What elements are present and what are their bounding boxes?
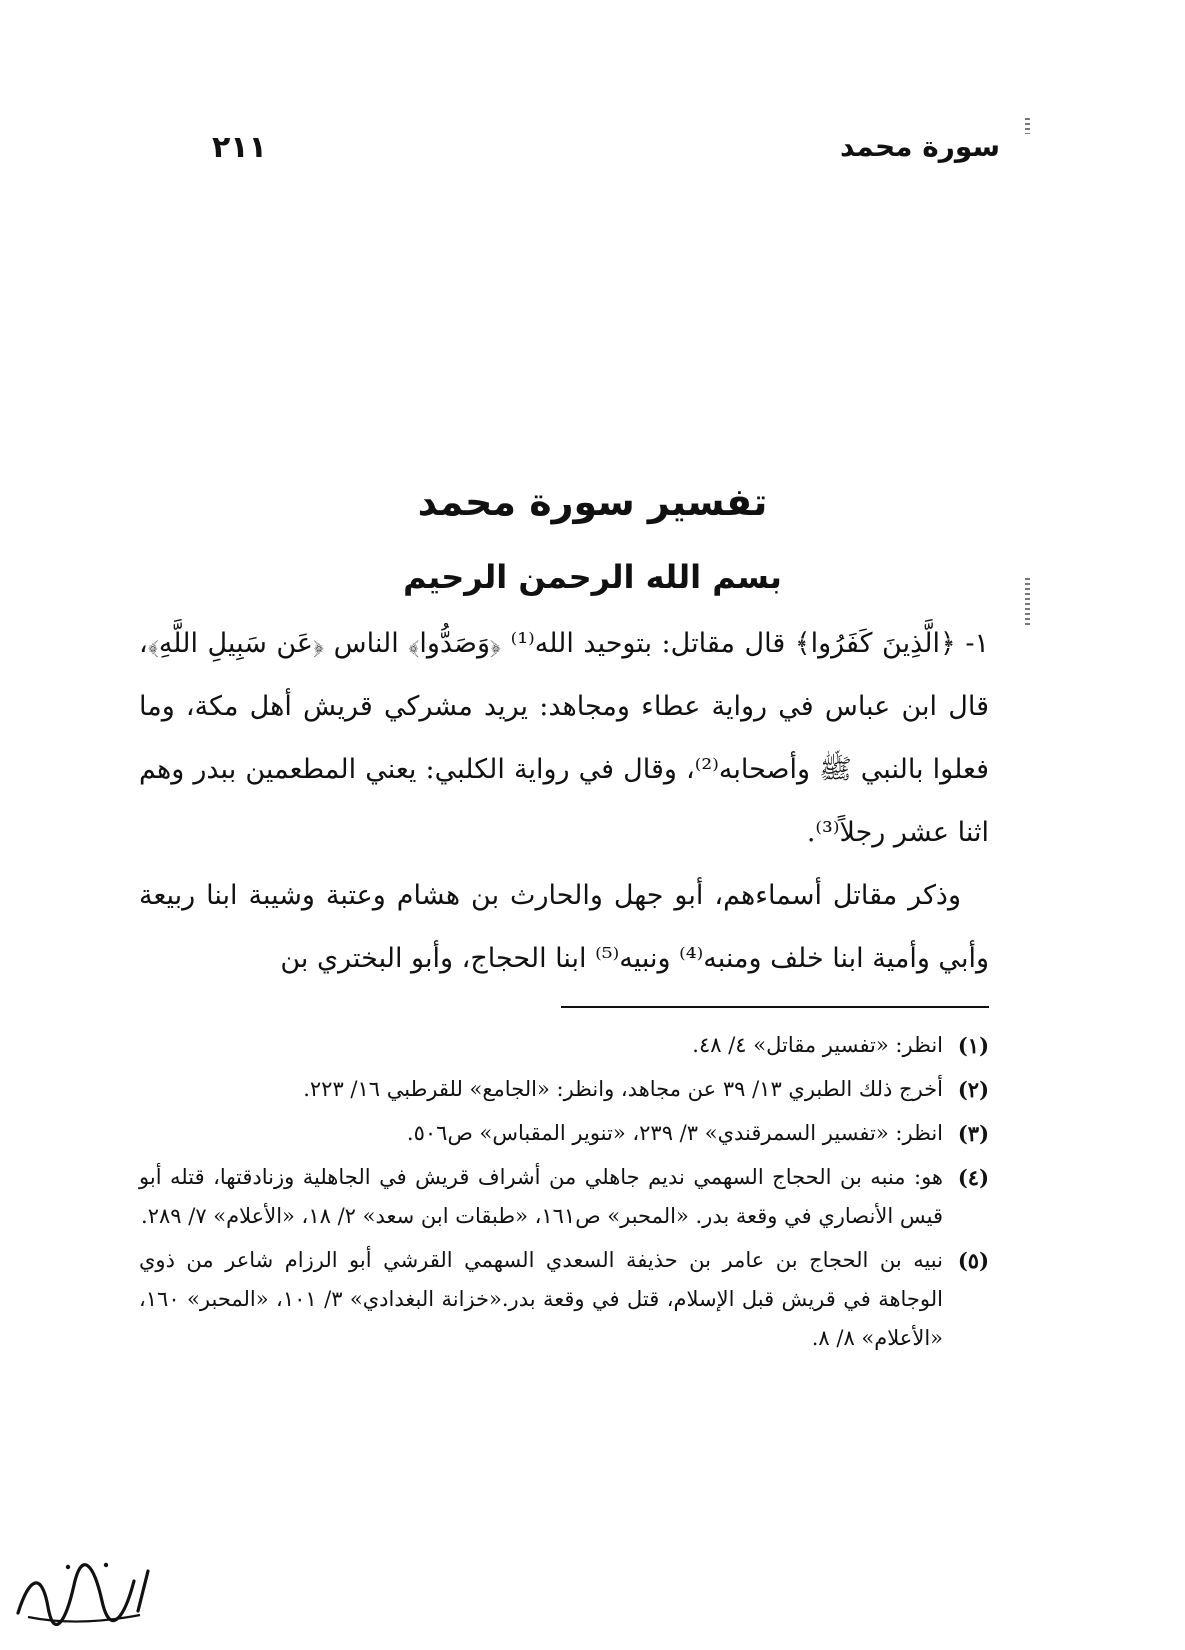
paragraph: ١- ﴿الَّذِينَ كَفَرُوا﴾ قال مقاتل: بتوحيد الله⁽¹⁾ ﴿وَصَدُّوا﴾ الناس ﴿عَن سَبِيلِ اللَّهِ﴾، قال ابن عباس في رواية عطاء ومجاهد: يريد مشركي قريش أهل مكة، وما فعلوا بالنبي ﷺ وأصحابه⁽²⁾، وقال في رواية الكلبي: يعني المطعمين ببدر وهم اثنا عشر رجلاً⁽³⁾. [139, 628, 989, 848]
running-header-title: سورة محمد [840, 130, 1000, 163]
footnote-number: (٤) [957, 1165, 989, 1190]
basmala: بسم الله الرحمن الرحيم [403, 558, 782, 596]
publisher-logo [8, 1555, 158, 1645]
footnote [139, 1026, 989, 1065]
footnotes [139, 1026, 989, 1363]
page-edge-mark [1025, 118, 1030, 134]
footnote-text: انظر: «تفسير السمرقندي» ٣/ ٢٣٩، «تنوير المقباس» ص٥٠٦. [406, 1121, 943, 1145]
footnote-number: (١) [957, 1033, 989, 1058]
footnote [139, 1241, 989, 1358]
main-text [139, 612, 989, 990]
footnote [139, 1114, 989, 1153]
footnote [139, 1070, 989, 1109]
footnote-text: نبيه بن الحجاج بن عامر بن حذيفة السعدي السهمي القرشي أبو الرزام شاعر من ذوي الوجاهة في قريش قبل الإسلام، قتل في وقعة بدر.«خزانة البغدادي» ٣/ ١٠١، «المحبر» ١٦٠، «الأعلام» ٨/ ٨. [139, 1248, 943, 1350]
footnote-divider [561, 1006, 989, 1008]
footnote-number: (٢) [957, 1077, 989, 1102]
footnote [139, 1158, 989, 1236]
footnote-text: انظر: «تفسير مقاتل» ٤/ ٤٨. [692, 1033, 943, 1057]
calligraphy-logo-icon [8, 1555, 158, 1627]
page-number: ٢١١ [212, 130, 267, 165]
footnote-number: (٥) [957, 1248, 989, 1273]
paragraph: وذكر مقاتل أسماءهم، أبو جهل والحارث بن هشام وعتبة وشيبة ابنا ربيعة وأبي وأمية ابنا خلف ومنبه⁽⁴⁾ ونبيه⁽⁵⁾ ابنا الحجاج، وأبو البختري بن [139, 880, 989, 974]
footnote-text: هو: منبه بن الحجاج السهمي نديم جاهلي من أشراف قريش في الجاهلية وزنادقتها، قتله أبو قيس الأنصاري في وقعة بدر. «المحبر» ص١٦١، «طبقات ابن سعد» ٢/ ١٨، «الأعلام» ٧/ ٢٨٩. [139, 1165, 943, 1228]
footnote-text: أخرج ذلك الطبري ١٣/ ٣٩ عن مجاهد، وانظر: «الجامع» للقرطبي ١٦/ ٢٢٣. [303, 1077, 943, 1101]
chapter-title: تفسير سورة محمد [417, 480, 768, 524]
footnote-number: (٣) [957, 1121, 989, 1146]
